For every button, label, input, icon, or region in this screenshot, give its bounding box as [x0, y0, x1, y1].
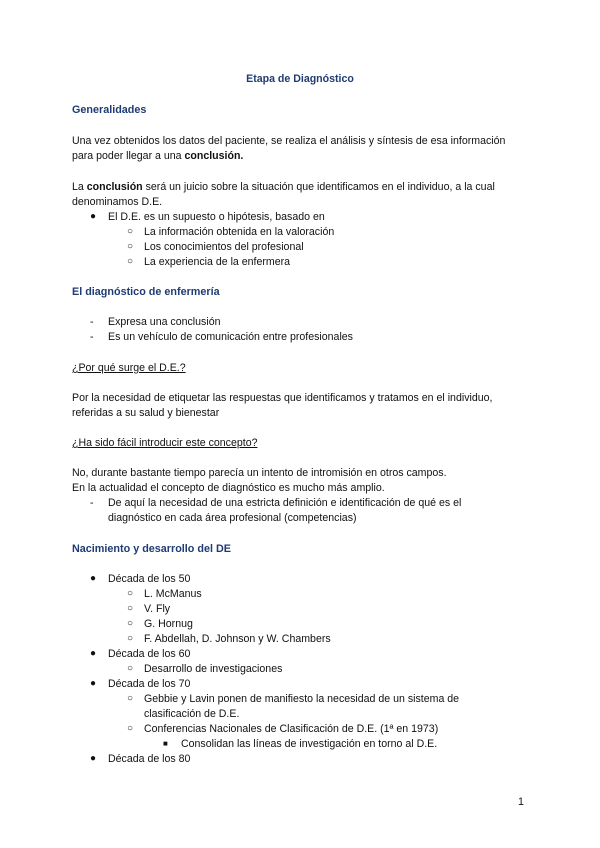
dash-bullet: -	[90, 497, 94, 509]
square-bullet-icon: ■	[163, 739, 168, 748]
heading-generalidades: Generalidades	[72, 104, 147, 116]
paragraph-line: denominamos D.E.	[72, 196, 163, 208]
list-item: Década de los 70	[108, 678, 191, 690]
list-item: Los conocimientos del profesional	[144, 241, 304, 253]
dash-bullet: -	[90, 316, 94, 328]
list-item: Conferencias Nacionales de Clasificación de D.E. (1ª en 1973)	[144, 723, 439, 735]
paragraph-line: No, durante bastante tiempo parecía un intento de intromisión en otros campos.	[72, 467, 447, 479]
page-number: 1	[518, 796, 524, 808]
page-title: Etapa de Diagnóstico	[246, 73, 354, 85]
list-item: Gebbie y Lavin ponen de manifiesto la necesidad de un sistema de	[144, 693, 460, 705]
bullet-icon: ●	[90, 753, 97, 764]
paragraph-line	[72, 180, 495, 194]
list-item: Década de los 80	[108, 753, 191, 765]
list-item: L. McManus	[144, 588, 202, 600]
bold-text: conclusión	[86, 181, 143, 193]
text-span: será un juicio sobre la situación que identificamos en el individuo, a la cual	[142, 181, 495, 193]
circle-bullet-icon: ○	[127, 603, 134, 614]
circle-bullet-icon: ○	[127, 633, 134, 644]
list-item: F. Abdellah, D. Johnson y W. Chambers	[144, 633, 331, 645]
circle-bullet-icon: ○	[127, 241, 134, 252]
circle-bullet-icon: ○	[127, 588, 134, 599]
paragraph-line: Una vez obtenidos los datos del paciente, se realiza el análisis y síntesis de esa información	[72, 135, 506, 147]
paragraph-line: referidas a su salud y bienestar	[72, 407, 220, 419]
list-item: Década de los 50	[108, 573, 191, 585]
dash-bullet: -	[90, 331, 94, 343]
list-item: Consolidan las líneas de investigación en torno al D.E.	[181, 738, 438, 750]
bold-text: conclusión.	[184, 150, 244, 162]
list-item: Desarrollo de investigaciones	[144, 663, 283, 675]
bullet-icon: ●	[90, 211, 97, 222]
paragraph-line	[72, 149, 243, 163]
text-span: para poder llegar a una	[72, 150, 185, 162]
circle-bullet-icon: ○	[127, 663, 134, 674]
list-item: De aquí la necesidad de una estricta definición e identificación de qué es el	[108, 497, 462, 509]
circle-bullet-icon: ○	[127, 693, 134, 704]
circle-bullet-icon: ○	[127, 723, 134, 734]
text-span: La	[72, 181, 87, 193]
list-item: Es un vehículo de comunicación entre profesionales	[108, 331, 353, 343]
list-item: G. Hornug	[144, 618, 193, 630]
circle-bullet-icon: ○	[127, 226, 134, 237]
list-item-continuation: clasificación de D.E.	[144, 708, 240, 720]
circle-bullet-icon: ○	[127, 618, 134, 629]
paragraph-line: En la actualidad el concepto de diagnóstico es mucho más amplio.	[72, 482, 385, 494]
question-heading: ¿Por qué surge el D.E.?	[72, 362, 186, 374]
list-item: V. Fly	[144, 603, 171, 615]
list-item: La información obtenida en la valoración	[144, 226, 335, 238]
circle-bullet-icon: ○	[127, 256, 134, 267]
question-heading: ¿Ha sido fácil introducir este concepto?	[72, 437, 258, 449]
bullet-icon: ●	[90, 678, 97, 689]
bullet-icon: ●	[90, 573, 97, 584]
list-item: La experiencia de la enfermera	[144, 256, 291, 268]
paragraph-line: Por la necesidad de etiquetar las respuestas que identificamos y tratamos en el individuo,	[72, 392, 493, 404]
bullet-icon: ●	[90, 648, 97, 659]
heading-nacimiento: Nacimiento y desarrollo del DE	[72, 543, 232, 555]
list-item: Expresa una conclusión	[108, 316, 221, 328]
list-item-continuation: diagnóstico en cada área profesional (competencias)	[108, 512, 357, 524]
list-item: Década de los 60	[108, 648, 191, 660]
list-item: El D.E. es un supuesto o hipótesis, basado en	[108, 211, 325, 223]
heading-diagnostico: El diagnóstico de enfermería	[72, 286, 220, 298]
